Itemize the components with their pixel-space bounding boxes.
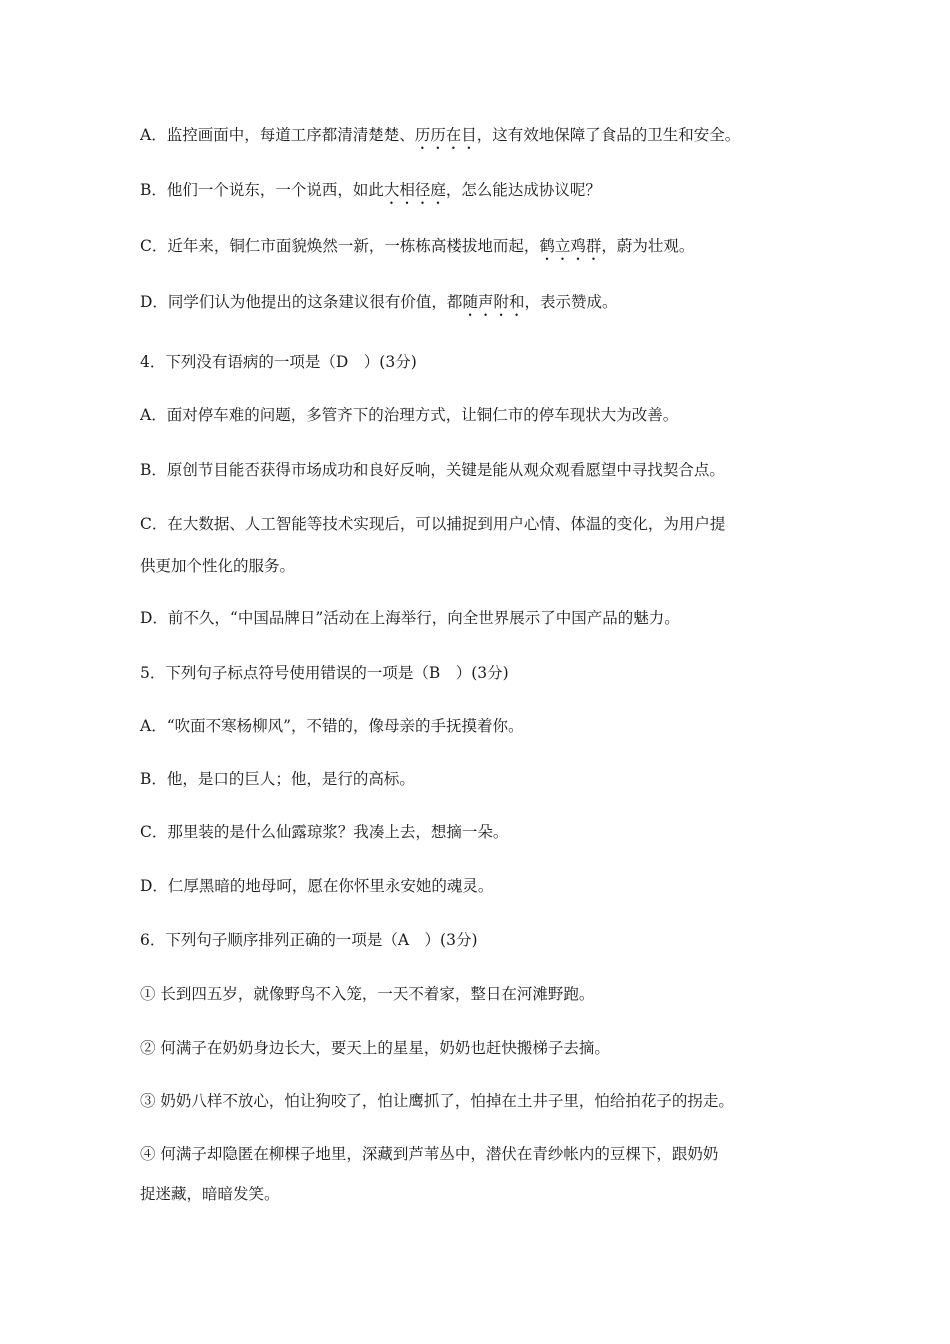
q3-option-a-pre: A．监控画面中，每道工序都清清楚楚、 [140, 126, 415, 144]
q4-option-c-line1: C．在大数据、人工智能等技术实现后，可以捕捉到用户心情、体温的变化，为用户提 [140, 515, 726, 533]
q6-sentence-1: ① 长到四五岁，就像野鸟不入笼，一天不着家，整日在河滩野跑。 [140, 985, 595, 1003]
q5-option-c: C．那里装的是什么仙露琼浆？我凑上去，想摘一朵。 [140, 823, 509, 841]
q3-option-a [140, 125, 820, 153]
q6-sentence-3: ③ 奶奶八样不放心，怕让狗咬了，怕让鹰抓了，怕掉在土井子里，怕给拍花子的拐走。 [140, 1092, 734, 1110]
q3-option-b-post: ，怎么能达成协议呢？ [445, 181, 601, 199]
q5-option-d: D．仁厚黑暗的地母呵，愿在你怀里永安她的魂灵。 [140, 877, 494, 895]
q4-stem: 4．下列没有语病的一项是（D ）(3分) [140, 353, 417, 371]
q4-option-a: A．面对停车难的问题，多管齐下的治理方式，让铜仁市的停车现状大为改善。 [140, 406, 679, 424]
q5-option-b: B．他，是口的巨人；他，是行的高标。 [140, 770, 415, 788]
q4-option-c-line2: 供更加个性化的服务。 [140, 557, 296, 575]
q3-option-d-marked: 随声附和 [462, 293, 525, 311]
q4-option-d: D．前不久，“中国品牌日”活动在上海举行，向全世界展示了中国产品的魅力。 [140, 609, 680, 627]
q3-option-c [140, 236, 820, 264]
q3-option-c-post: ，蔚为壮观。 [601, 237, 695, 255]
q5-stem: 5．下列句子标点符号使用错误的一项是（B ）(3分) [140, 664, 509, 682]
q3-option-d-post: ，表示赞成。 [524, 293, 618, 311]
q6-sentence-4-line2: 捉迷藏，暗暗发笑。 [140, 1185, 280, 1203]
q6-sentence-4-line1: ④ 何满子却隐匿在柳棵子地里，深藏到芦苇丛中，潜伏在青纱帐内的豆棵下，跟奶奶 [140, 1145, 719, 1163]
q3-option-a-post: ，这有效地保障了食品的卫生和安全。 [476, 126, 741, 144]
q3-option-b-marked: 大相径庭 [383, 181, 446, 199]
q6-stem: 6．下列句子顺序排列正确的一项是（A ）(3分) [140, 931, 478, 949]
q5-option-a: A．“吹面不寒杨柳风”，不错的，像母亲的手抚摸着你。 [140, 717, 524, 735]
q3-option-d-pre: D．同学们认为他提出的这条建议很有价值，都 [140, 293, 463, 311]
q4-option-b: B．原创节目能否获得市场成功和良好反响，关键是能从观众观看愿望中寻找契合点。 [140, 461, 725, 479]
q3-option-d [140, 292, 820, 320]
q3-option-c-marked: 鹤立鸡群 [539, 237, 602, 255]
q3-option-a-marked: 历历在目 [414, 126, 477, 144]
q3-option-c-pre: C．近年来，铜仁市面貌焕然一新，一栋栋高楼拔地而起， [140, 237, 540, 255]
q3-option-b [140, 180, 820, 208]
q3-option-b-pre: B．他们一个说东，一个说西，如此 [140, 181, 384, 199]
q6-sentence-2: ② 何满子在奶奶身边长大，要天上的星星，奶奶也赶快搬梯子去摘。 [140, 1039, 610, 1057]
